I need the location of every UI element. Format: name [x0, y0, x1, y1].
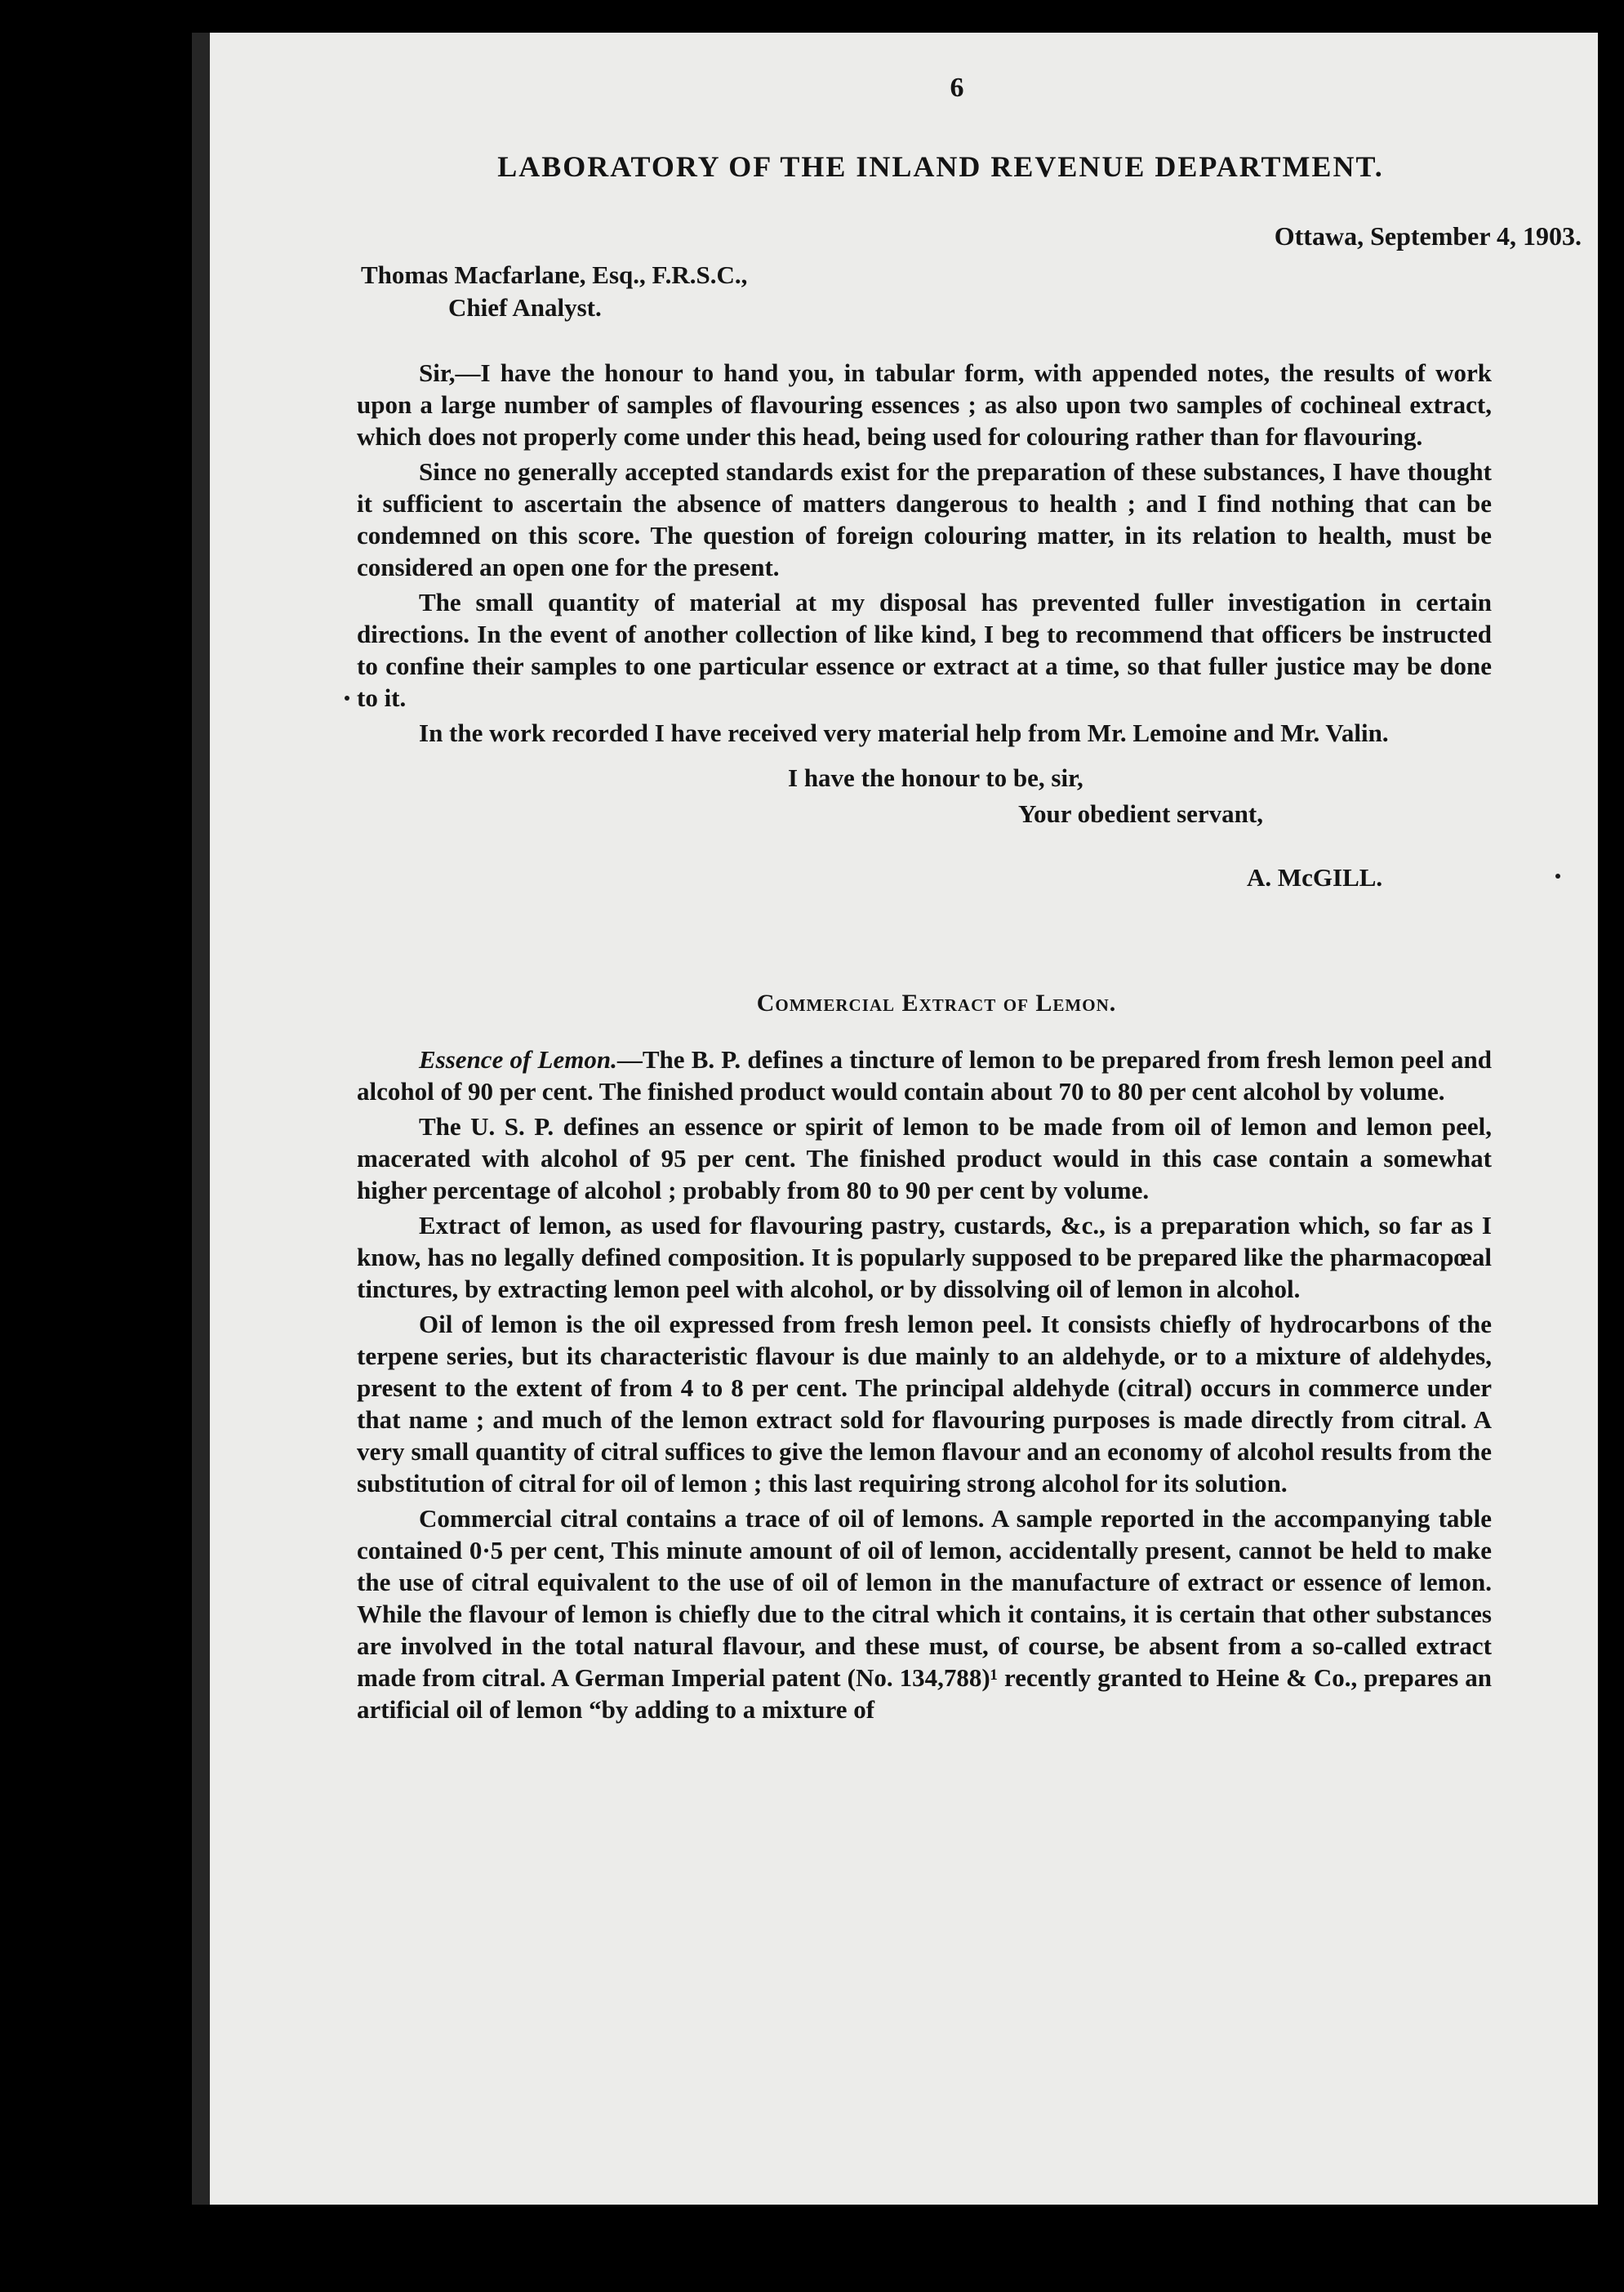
letter-paragraph: Since no generally accepted standards exist for the preparation of these substances, I have thought it sufficient to ascertain the absence of matters dangerous to health ; and I find nothing that can be condemned on this score. The question of foreign colouring matter, in its relation to health, must be considered an open one for the present. — [357, 457, 1492, 581]
closing-line-1: I have the honour to be, sir, — [788, 763, 1083, 792]
scan-speck — [1555, 874, 1560, 879]
section-paragraph: The U. S. P. defines an essence or spirit of lemon to be made from oil of lemon and lemon peel, macerated with alcohol of 95 per cent. The finished product would in this case contain a somewhat higher percentage of alcohol ; probably from 80 to 90 per cent by volume. — [357, 1112, 1492, 1204]
section-paragraph: Oil of lemon is the oil expressed from fresh lemon peel. It consists chiefly of hydrocarbons of the terpene series, but its characteristic flavour is due mainly to an aldehyde, or to a mixture of aldehydes, present to the extent of from 4 to 8 per cent. The principal aldehyde (citral) occurs in commerce under that name ; and much of the lemon extract sold for flavouring purposes is made directly from citral. A very small quantity of citral suffices to give the lemon flavour and an economy of alcohol results from the substitution of citral for oil of lemon ; this last requiring strong alcohol for its solution. — [357, 1310, 1492, 1498]
letter-body — [357, 357, 1492, 749]
section-paragraph: Extract of lemon, as used for flavouring pastry, custards, &c., is a preparation which, so far as I know, has no legally defined composition. It is popularly supposed to be prepared like the pharmacopœal tinctures, by extracting lemon peel with alcohol, or by dissolving oil of lemon in alcohol. — [357, 1211, 1492, 1303]
addressee-title: Chief Analyst. — [448, 293, 602, 322]
letter-paragraph: Sir,—I have the honour to hand you, in tabular form, with appended notes, the results of work upon a large number of samples of flavouring essences ; as also upon two samples of cochineal extract, which does not properly come under this head, being used for colouring rather than for flavouring. — [357, 358, 1492, 451]
document-page — [192, 33, 1598, 2205]
section-body — [357, 1044, 1492, 1725]
paragraph-text: —The B. P. defines a tincture of lemon to be prepared from fresh lemon peel and alcohol of 90 per cent. The finished product would contain about 70 to 80 per cent alcohol by volume. — [357, 1045, 1492, 1106]
page-heading: LABORATORY OF THE INLAND REVENUE DEPARTMENT. — [497, 150, 1384, 183]
letter-paragraph: In the work recorded I have received very material help from Mr. Lemoine and Mr. Valin. — [419, 719, 1389, 747]
page-content — [357, 72, 1582, 1729]
addressee-name: Thomas Macfarlane, Esq., F.R.S.C., — [361, 260, 748, 289]
letter-closing — [357, 760, 1492, 896]
scan-speck — [345, 696, 349, 701]
letter-paragraph: The small quantity of material at my disposal has prevented fuller investigation in certain directions. In the event of another collection of like kind, I beg to recommend that officers be instructed to confine their samples to one particular essence or extract at a time, so that fuller justice may be done to it. — [357, 588, 1492, 712]
section-paragraph — [357, 1044, 1492, 1107]
signature: A. McGILL. — [1247, 863, 1383, 892]
page-number: 6 — [950, 73, 964, 103]
addressee-block — [357, 259, 1492, 324]
closing-line-2: Your obedient servant, — [1018, 799, 1263, 828]
run-in-heading: Essence of Lemon. — [419, 1045, 617, 1074]
dateline: Ottawa, September 4, 1903. — [1274, 221, 1582, 251]
section-heading: Commercial Extract of Lemon. — [756, 990, 1117, 1017]
section-paragraph: Commercial citral contains a trace of oil of lemons. A sample reported in the accompanying table contained 0·5 per cent, This minute amount of oil of lemon, accidentally present, cannot be held to make the use of citral equivalent to the use of oil of lemon in the manufacture of extract or essence of lemon. While the flavour of lemon is chiefly due to the citral which it contains, it is certain that other substances are involved in the total natural flavour, and these must, of course, be absent from a so-called extract made from citral. A German Imperial patent (No. 134,788)¹ recently granted to Heine & Co., prepares an artificial oil of lemon “by adding to a mixture of — [357, 1504, 1492, 1724]
